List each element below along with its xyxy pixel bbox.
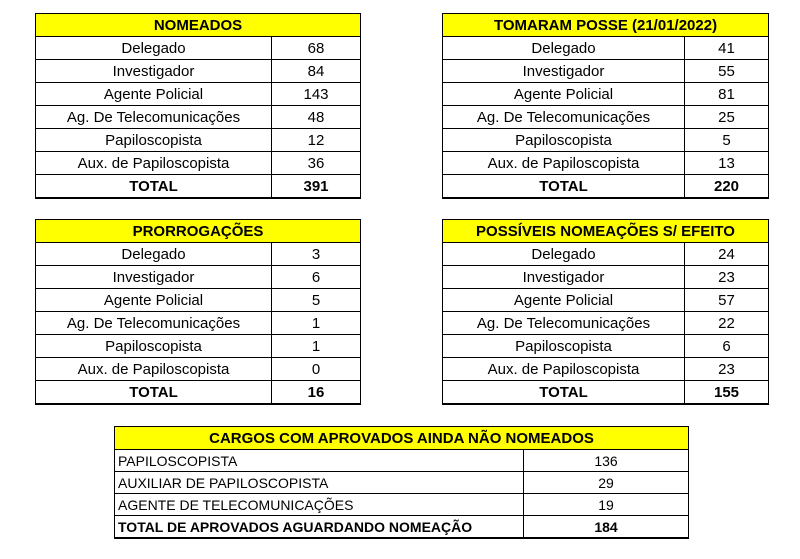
row-label: Investigador bbox=[443, 60, 685, 83]
table-row bbox=[36, 106, 361, 129]
table-row bbox=[443, 266, 769, 289]
table-title: POSSÍVEIS NOMEAÇÕES S/ EFEITO bbox=[443, 220, 769, 243]
row-label: Investigador bbox=[36, 60, 272, 83]
total-row bbox=[36, 175, 361, 199]
row-value: 29 bbox=[524, 472, 689, 494]
row-label: Aux. de Papiloscopista bbox=[36, 152, 272, 175]
table-cargos-aprovados bbox=[114, 426, 689, 539]
row-label: Aux. de Papiloscopista bbox=[443, 152, 685, 175]
table-row bbox=[115, 494, 689, 516]
row-label: Agente Policial bbox=[36, 289, 272, 312]
total-label: TOTAL bbox=[443, 381, 685, 405]
table-row bbox=[36, 312, 361, 335]
table-row bbox=[443, 129, 769, 152]
row-label: Aux. de Papiloscopista bbox=[443, 358, 685, 381]
table-row bbox=[36, 129, 361, 152]
table-title: TOMARAM POSSE (21/01/2022) bbox=[443, 14, 769, 37]
row-label: Ag. De Telecomunicações bbox=[36, 106, 272, 129]
table-row bbox=[443, 335, 769, 358]
row-label: PAPILOSCOPISTA bbox=[115, 450, 524, 472]
row-label: Delegado bbox=[443, 243, 685, 266]
row-label: Agente Policial bbox=[443, 289, 685, 312]
row-value: 24 bbox=[685, 243, 769, 266]
table-row bbox=[443, 312, 769, 335]
row-label: Aux. de Papiloscopista bbox=[36, 358, 272, 381]
table-row bbox=[36, 83, 361, 106]
table-row bbox=[36, 37, 361, 60]
total-value: 391 bbox=[272, 175, 361, 199]
row-value: 5 bbox=[272, 289, 361, 312]
table-row bbox=[443, 60, 769, 83]
table-row bbox=[36, 289, 361, 312]
row-value: 68 bbox=[272, 37, 361, 60]
row-value: 81 bbox=[685, 83, 769, 106]
row-label: Delegado bbox=[36, 37, 272, 60]
total-value: 184 bbox=[524, 516, 689, 539]
table-row bbox=[443, 358, 769, 381]
row-value: 57 bbox=[685, 289, 769, 312]
table-row bbox=[36, 60, 361, 83]
table-row bbox=[36, 335, 361, 358]
table-row bbox=[443, 83, 769, 106]
table-row bbox=[36, 152, 361, 175]
row-value: 36 bbox=[272, 152, 361, 175]
row-label: Ag. De Telecomunicações bbox=[443, 106, 685, 129]
table-row bbox=[443, 106, 769, 129]
row-label: AUXILIAR DE PAPILOSCOPISTA bbox=[115, 472, 524, 494]
row-value: 6 bbox=[272, 266, 361, 289]
total-value: 16 bbox=[272, 381, 361, 405]
row-label: Papiloscopista bbox=[443, 335, 685, 358]
row-label: Papiloscopista bbox=[36, 335, 272, 358]
row-value: 55 bbox=[685, 60, 769, 83]
row-value: 13 bbox=[685, 152, 769, 175]
row-label: Agente Policial bbox=[36, 83, 272, 106]
row-label: Investigador bbox=[443, 266, 685, 289]
row-label: Investigador bbox=[36, 266, 272, 289]
total-value: 220 bbox=[685, 175, 769, 199]
total-value: 155 bbox=[685, 381, 769, 405]
row-value: 23 bbox=[685, 358, 769, 381]
total-label: TOTAL DE APROVADOS AGUARDANDO NOMEAÇÃO bbox=[115, 516, 524, 539]
row-label: Papiloscopista bbox=[443, 129, 685, 152]
table-prorrogacoes bbox=[35, 219, 361, 405]
row-value: 136 bbox=[524, 450, 689, 472]
row-label: AGENTE DE TELECOMUNICAÇÕES bbox=[115, 494, 524, 516]
row-label: Ag. De Telecomunicações bbox=[443, 312, 685, 335]
row-value: 3 bbox=[272, 243, 361, 266]
table-row bbox=[36, 243, 361, 266]
row-value: 5 bbox=[685, 129, 769, 152]
table-title: CARGOS COM APROVADOS AINDA NÃO NOMEADOS bbox=[115, 427, 689, 450]
table-nomeados bbox=[35, 13, 361, 199]
table-row bbox=[36, 266, 361, 289]
row-value: 41 bbox=[685, 37, 769, 60]
row-value: 0 bbox=[272, 358, 361, 381]
total-label: TOTAL bbox=[443, 175, 685, 199]
total-row bbox=[115, 516, 689, 539]
row-value: 143 bbox=[272, 83, 361, 106]
table-row bbox=[115, 450, 689, 472]
table-row bbox=[443, 152, 769, 175]
row-value: 6 bbox=[685, 335, 769, 358]
row-label: Delegado bbox=[443, 37, 685, 60]
row-label: Delegado bbox=[36, 243, 272, 266]
table-row bbox=[443, 243, 769, 266]
total-label: TOTAL bbox=[36, 381, 272, 405]
row-label: Agente Policial bbox=[443, 83, 685, 106]
total-row bbox=[443, 175, 769, 199]
total-row bbox=[443, 381, 769, 405]
table-title: NOMEADOS bbox=[36, 14, 361, 37]
table-title: PRORROGAÇÕES bbox=[36, 220, 361, 243]
table-row bbox=[443, 37, 769, 60]
row-value: 48 bbox=[272, 106, 361, 129]
row-label: Ag. De Telecomunicações bbox=[36, 312, 272, 335]
table-row bbox=[443, 289, 769, 312]
row-value: 19 bbox=[524, 494, 689, 516]
row-value: 23 bbox=[685, 266, 769, 289]
row-value: 12 bbox=[272, 129, 361, 152]
row-value: 84 bbox=[272, 60, 361, 83]
table-row bbox=[115, 472, 689, 494]
row-label: Papiloscopista bbox=[36, 129, 272, 152]
table-possiveis-nomeacoes bbox=[442, 219, 769, 405]
total-row bbox=[36, 381, 361, 405]
table-row bbox=[36, 358, 361, 381]
total-label: TOTAL bbox=[36, 175, 272, 199]
table-posse bbox=[442, 13, 769, 199]
row-value: 25 bbox=[685, 106, 769, 129]
row-value: 22 bbox=[685, 312, 769, 335]
row-value: 1 bbox=[272, 335, 361, 358]
row-value: 1 bbox=[272, 312, 361, 335]
